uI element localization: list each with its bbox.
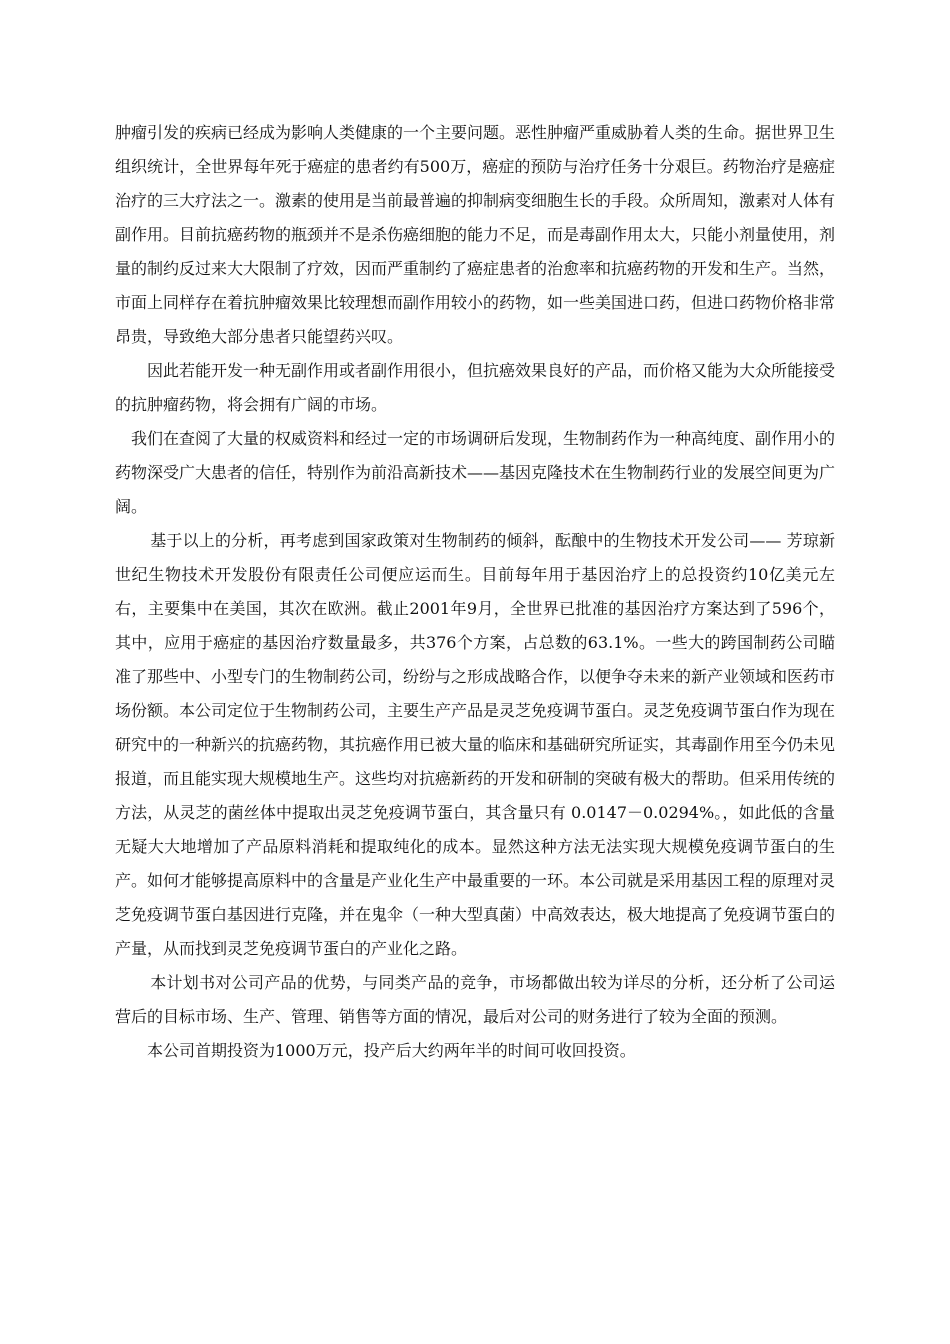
paragraph-plan-summary: 本计划书对公司产品的优势，与同类产品的竞争，市场都做出较为详尽的分析，还分析了公司运营后的目标市场、生产、管理、销售等方面的情况，最后对公司的财务进行了较为全面的预测。 — [115, 973, 835, 1026]
paragraph-market-opportunity: 因此若能开发一种无副作用或者副作用很小，但抗癌效果良好的产品，而价格又能为大众所能接受的抗肿瘤药物，将会拥有广阔的市场。 — [115, 361, 836, 414]
paragraph-cancer-background: 肿瘤引发的疾病已经成为影响人类健康的一个主要问题。恶性肿瘤严重威胁着人类的生命。据世界卫生组织统计，全世界每年死于癌症的患者约有500万，癌症的预防与治疗任务十分艰巨。药物治疗是癌症治疗的三大疗法之一。激素的使用是当前最普遍的抑制病变细胞生长的手段。众所周知，激素对人体有副作用。目前抗癌药物的瓶颈并不是杀伤癌细胞的能力不足，而是毒副作用太大，只能小剂量使用，剂量的制约反过来大大限制了疗效，因而严重制约了癌症患者的治愈率和抗癌药物的开发和生产。当然，市面上同样存在着抗肿瘤效果比较理想而副作用较小的药物，如一些美国进口药，但进口药物价格非常昂贵，导致绝大部分患者只能望药兴叹。 — [115, 123, 836, 346]
paragraph-biopharma-research: 我们在查阅了大量的权威资料和经过一定的市场调研后发现，生物制药作为一种高纯度、副作用小的药物深受广大患者的信任，特别作为前沿高新技术——基因克隆技术在生物制药行业的发展空间更为广阔。 — [115, 429, 836, 516]
paragraph-company-overview: 基于以上的分析，再考虑到国家政策对生物制药的倾斜，酝酿中的生物技术开发公司—— 芳琼新世纪生物技术开发股份有限责任公司便应运而生。目前每年用于基因治疗上的总投资约10亿美元左右，主要集中在美国，其次在欧洲。截止2001年9月，全世界已批准的基因治疗方案达到了596个，其中，应用于癌症的基因治疗数量最多，共376个方案，占总数的63.1%。一些大的跨国制药公司瞄准了那些中、小型专门的生物制药公司，纷纷与之形成战略合作，以便争夺未来的新产业领域和医药市场份额。本公司定位于生物制药公司，主要生产产品是灵芝免疫调节蛋白。灵芝免疫调节蛋白作为现在研究中的一种新兴的抗癌药物，其抗癌作用已被大量的临床和基础研究所证实，其毒副作用至今仍未见报道，而且能实现大规模地生产。这些均对抗癌新药的开发和研制的突破有极大的帮助。但采用传统的方法，从灵芝的菌丝体中提取出灵芝免疫调节蛋白，其含量只有 0.0147－0.0294%。，如此低的含量无疑大大地增加了产品原料消耗和提取纯化的成本。显然这种方法无法实现大规模免疫调节蛋白的生产。如何才能够提高原料中的含量是产业化生产中最重要的一环。本公司就是采用基因工程的原理对灵芝免疫调节蛋白基因进行克隆，并在鬼伞（一种大型真菌）中高效表达，极大地提高了免疫调节蛋白的产量，从而找到灵芝免疫调节蛋白的产业化之路。 — [115, 531, 836, 958]
document-body — [115, 116, 835, 1068]
paragraph-investment: 本公司首期投资为1000万元，投产后大约两年半的时间可收回投资。 — [147, 1041, 636, 1060]
